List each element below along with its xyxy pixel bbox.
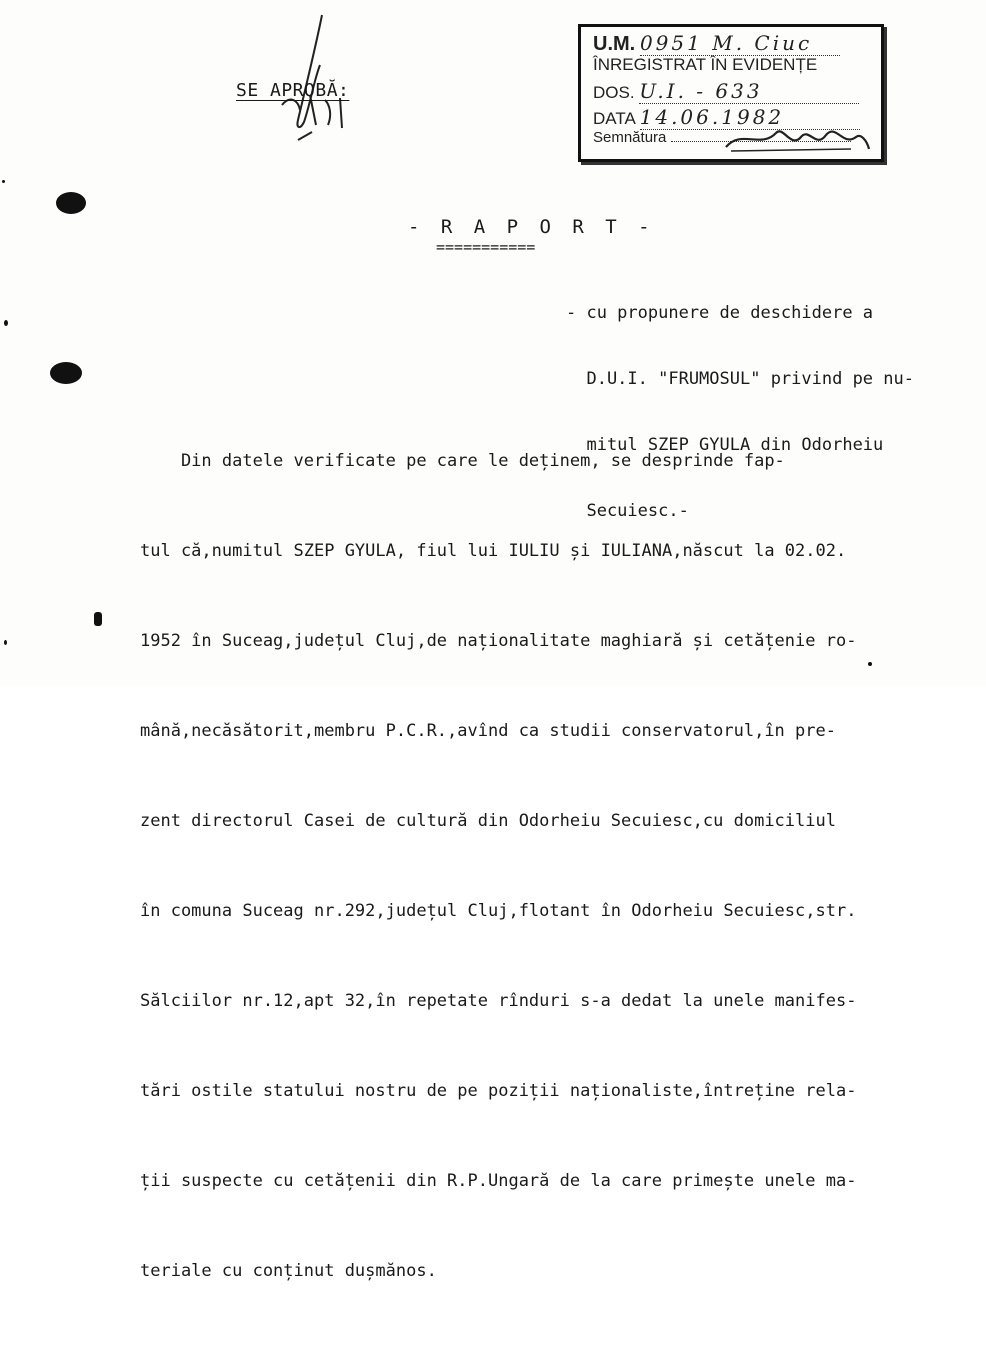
stamp-um-label: U.M. [593,33,636,55]
subject-line: - cu propunere de deschidere a [566,303,874,323]
stamp-um-value: 0951 M. Ciuc [640,31,840,56]
body-line: în comuna Suceag nr.292,județul Cluj,flotant în Odorheiu Secuiesc,str. [140,901,857,921]
body-line: Sălciilor nr.12,apt 32,în repetate rînduri s-a dedat la unele manifes- [140,991,857,1011]
margin-dot [2,180,5,183]
body-line: Din datele verificate pe care le deținem, se desprinde fap- [140,451,785,471]
margin-dot [868,662,872,666]
stamp-dos-value: U.I. - 633 [639,79,859,104]
stamp-dos-row [593,79,859,104]
subject-line: Secuiesc.- [566,501,689,521]
body-line: ții suspecte cu cetățenii din R.P.Ungară de la care primește unele ma- [140,1171,857,1191]
body-line: 1952 în Suceag,județul Cluj,de naționalitate maghiară și cetățenie ro- [140,631,857,651]
body-line: tul că,numitul SZEP GYULA, fiul lui IULIU și IULIANA,născut la 02.02. [140,541,847,561]
report-title: - R A P O R T - [408,216,655,238]
body-line: tări ostile statului nostru de pe poziții naționaliste,întreține rela- [140,1081,857,1101]
stamp-signature-scribble [721,119,871,155]
margin-dot [4,640,7,645]
stamp-signature-label: Semnătura [593,129,667,146]
subject-line: D.U.I. "FRUMOSUL" privind pe nu- [566,369,914,389]
stamp-um-row [593,31,840,56]
subject-line: mitul SZEP GYULA din Odorheiu [566,435,884,455]
ink-blot [56,192,86,214]
stamp-registered-label: ÎNREGISTRAT ÎN EVIDENȚE [593,55,818,74]
report-title-underline: =========== [436,238,536,256]
ink-blot [50,362,82,384]
registry-stamp [578,24,884,162]
approval-label: SE APROBĂ: [236,80,350,101]
stamp-date-label: DATA [593,109,635,128]
margin-dot [4,320,8,326]
ink-blot [94,612,102,626]
stamp-date-value: 14.06.1982 [640,105,860,130]
body-line: zent directorul Casei de cultură din Odorheiu Secuiesc,cu domiciliul [140,811,836,831]
body-line: mână,necăsătorit,membru P.C.R.,avînd ca studii conservatorul,în pre- [140,721,836,741]
body-line: teriale cu conținut dușmănos. [140,1261,437,1281]
stamp-dos-label: DOS. [593,83,635,102]
report-body [140,386,856,1346]
